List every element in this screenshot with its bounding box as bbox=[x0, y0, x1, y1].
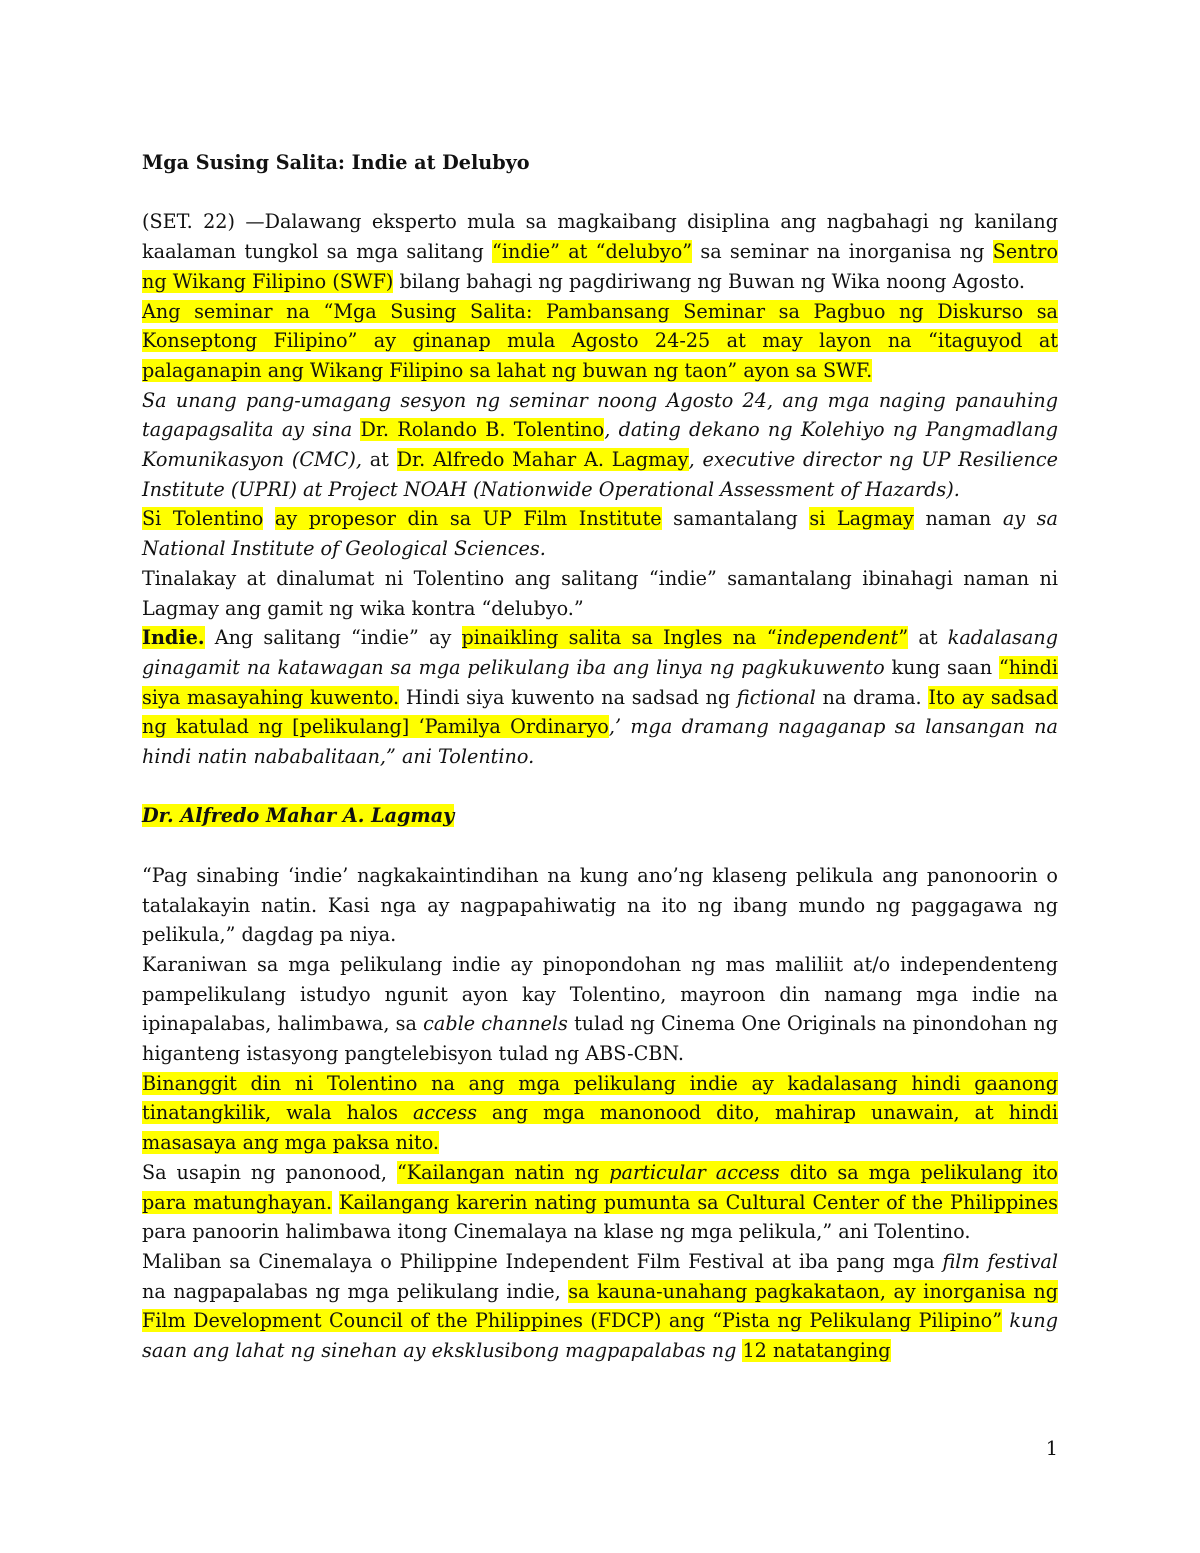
highlighted-text: 12 natatanging bbox=[742, 1339, 891, 1363]
highlighted-text: Sentro ng Wikang Filipino (SWF) bbox=[142, 240, 1058, 293]
highlighted-text: Kailangang karerin nating pumunta sa Cultural Center of the Philippines bbox=[339, 1190, 1058, 1214]
text-run: Sa unang pang-umagang sesyon ng seminar noong Agosto 24, ang mga naging panauhing tagapagsalita ay sina bbox=[142, 388, 1058, 442]
text-run: film festival bbox=[942, 1249, 1058, 1273]
text-run: tulad ng Cinema One Originals na pinondohan ng higanteng istasyong pangtelebisyon tulad ng ABS-CBN. bbox=[142, 1012, 1058, 1066]
text-run: Tinalakay at dinalumat ni Tolentino ang salitang “indie” samantalang ibinahagi naman ni Lagmay ang gamit ng wika kontra “delubyo.” bbox=[142, 566, 1058, 620]
paragraph-audience bbox=[142, 1069, 1058, 1158]
document-body bbox=[142, 148, 1058, 1366]
text-run: ay sa National Institute of Geological Sciences. bbox=[142, 507, 1058, 561]
highlighted-text: dito sa mga pelikulang ito para matunghayan. bbox=[142, 1160, 1058, 1214]
text-run: Hindi siya kuwento na sadsad ng bbox=[399, 685, 737, 709]
paragraph-quote bbox=[142, 861, 1058, 950]
text-run: Maliban sa Cinemalaya o Philippine Independent Film Festival at iba pang mga bbox=[142, 1249, 943, 1273]
text-run: bilang bahagi ng pagdiriwang ng Buwan ng Wika noong Agosto. bbox=[393, 269, 1026, 293]
highlighted-text: Dr. Alfredo Mahar A. Lagmay bbox=[396, 448, 689, 472]
text-run: kadalasang ginagamit na katawagan sa mga pelikulang iba ang linya ng pagkukuwento bbox=[142, 626, 1058, 679]
page-number: 1 bbox=[1045, 1437, 1058, 1460]
spacer bbox=[142, 772, 1058, 802]
text-run: Ang salitang “indie” ay bbox=[204, 626, 462, 650]
highlighted-text: particular access bbox=[609, 1160, 780, 1184]
spacer bbox=[142, 831, 1058, 861]
highlighted-text: access bbox=[412, 1101, 477, 1125]
paragraph-funding bbox=[142, 950, 1058, 1069]
text-run: , executive director ng UP Resilience Institute (UPRI) at Project NOAH (Nationwide Operational Assessment of Hazards). bbox=[142, 448, 1058, 501]
paragraph-viewing bbox=[142, 1158, 1058, 1247]
highlighted-text: “Kailangan natin ng bbox=[396, 1160, 610, 1184]
highlighted-text: ang mga manonood dito, mahirap unawain, at hindi masasaya ang mga paksa nito. bbox=[142, 1101, 1058, 1155]
highlighted-text: “hindi siya masayahing kuwento. bbox=[142, 655, 1058, 709]
text-run: ,’ mga dramang nagaganap sa lansangan na hindi natin nababalitaan,” ani Tolentino. bbox=[142, 715, 1058, 769]
text-run: na nagpapalabas ng mga pelikulang indie, bbox=[142, 1279, 569, 1303]
highlighted-text: Ang seminar na “Mga Susing Salita: Pambansang Seminar sa Pagbuo ng Diskurso sa Konseptong Filipino” ay ginanap mula Agosto 24-25 at may layon na “itaguyod at palaganapin ang Wikang Filipino sa lahat ng buwan ng taon” ayon sa SWF. bbox=[142, 299, 1058, 382]
highlighted-text: sa kauna-unahang pagkakataon, ay inorganisa ng Film Development Council of the Philippines (FDCP) ang “Pista ng Pelikulang Pilipino” bbox=[142, 1279, 1058, 1333]
text-run bbox=[263, 507, 275, 530]
highlighted-text: “indie” at “delubyo” bbox=[492, 240, 693, 264]
section-heading: Dr. Alfredo Mahar A. Lagmay bbox=[142, 804, 455, 828]
document-title: Mga Susing Salita: Indie at Delubyo bbox=[142, 151, 530, 174]
highlighted-text: Si Tolentino bbox=[142, 507, 264, 531]
text-run: (SET. 22) —Dalawang eksperto mula sa magkaibang disiplina ang nagbahagi ng kanilang kaalaman tungkol sa mga salitang bbox=[142, 210, 1058, 264]
text-run: at bbox=[361, 448, 397, 472]
text-run: sa seminar na inorganisa ng bbox=[692, 240, 993, 264]
text-run: samantalang bbox=[661, 507, 810, 531]
spacer bbox=[142, 178, 1058, 208]
text-run: para panoorin halimbawa itong Cinemalaya na klase ng mga pelikula,” ani Tolentino. bbox=[142, 1220, 971, 1244]
text-run: Sa usapin ng panonood, bbox=[142, 1160, 397, 1184]
paragraph-speakers bbox=[142, 386, 1058, 505]
text-run: naman bbox=[913, 507, 1003, 531]
text-run: kung saan ang lahat ng sinehan ay eksklusibong magpapalabas ng bbox=[142, 1309, 1058, 1363]
text-run: na drama. bbox=[815, 685, 929, 709]
paragraph-intro bbox=[142, 207, 1058, 296]
highlighted-text: si Lagmay bbox=[809, 507, 914, 531]
text-run: fictional bbox=[736, 685, 816, 709]
text-run: at bbox=[908, 626, 948, 650]
highlighted-text: ” bbox=[898, 626, 909, 650]
paragraph-indie bbox=[142, 623, 1058, 772]
paragraph-affiliations bbox=[142, 504, 1058, 563]
highlighted-text: Dr. Rolando B. Tolentino bbox=[360, 418, 605, 442]
paragraph-festival bbox=[142, 1247, 1058, 1366]
text-run: kung saan bbox=[884, 655, 999, 679]
highlighted-text: Binanggit din ni Tolentino na ang mga pelikulang indie ay kadalasang hindi gaanong tinatangkilik, wala halos bbox=[142, 1071, 1058, 1125]
text-run: cable channels bbox=[423, 1012, 568, 1036]
highlighted-text: Ito ay sadsad ng katulad ng [pelikulang] ‘Pamilya Ordinaryo bbox=[142, 685, 1058, 739]
highlighted-text: pinaikling salita sa Ingles na “ bbox=[461, 626, 777, 650]
text-run: , dating dekano ng Kolehiyo ng Pangmadlang Komunikasyon (CMC), bbox=[142, 418, 1058, 472]
highlighted-text: ay propesor din sa UP Film Institute bbox=[274, 507, 662, 531]
highlighted-text: independent bbox=[776, 626, 899, 650]
paragraph-topics bbox=[142, 564, 1058, 623]
paragraph-seminar bbox=[142, 297, 1058, 386]
highlighted-text: Indie. bbox=[142, 626, 205, 650]
text-run: Karaniwan sa mga pelikulang indie ay pinopondohan ng mas maliliit at/o independenteng pampelikulang istudyo ngunit ayon kay Tolentino, mayroon din namang mga indie na ipinapalabas, halimbawa, sa bbox=[142, 952, 1058, 1036]
text-run: “Pag sinabing ‘indie’ nagkakaintindihan na kung ano’ng klaseng pelikula ang panonoorin o tatalakayin natin. Kasi nga ay nagpapahiwatig na ito ng ibang mundo ng paggagawa ng pelikula,” dagdag pa niya. bbox=[142, 863, 1058, 947]
